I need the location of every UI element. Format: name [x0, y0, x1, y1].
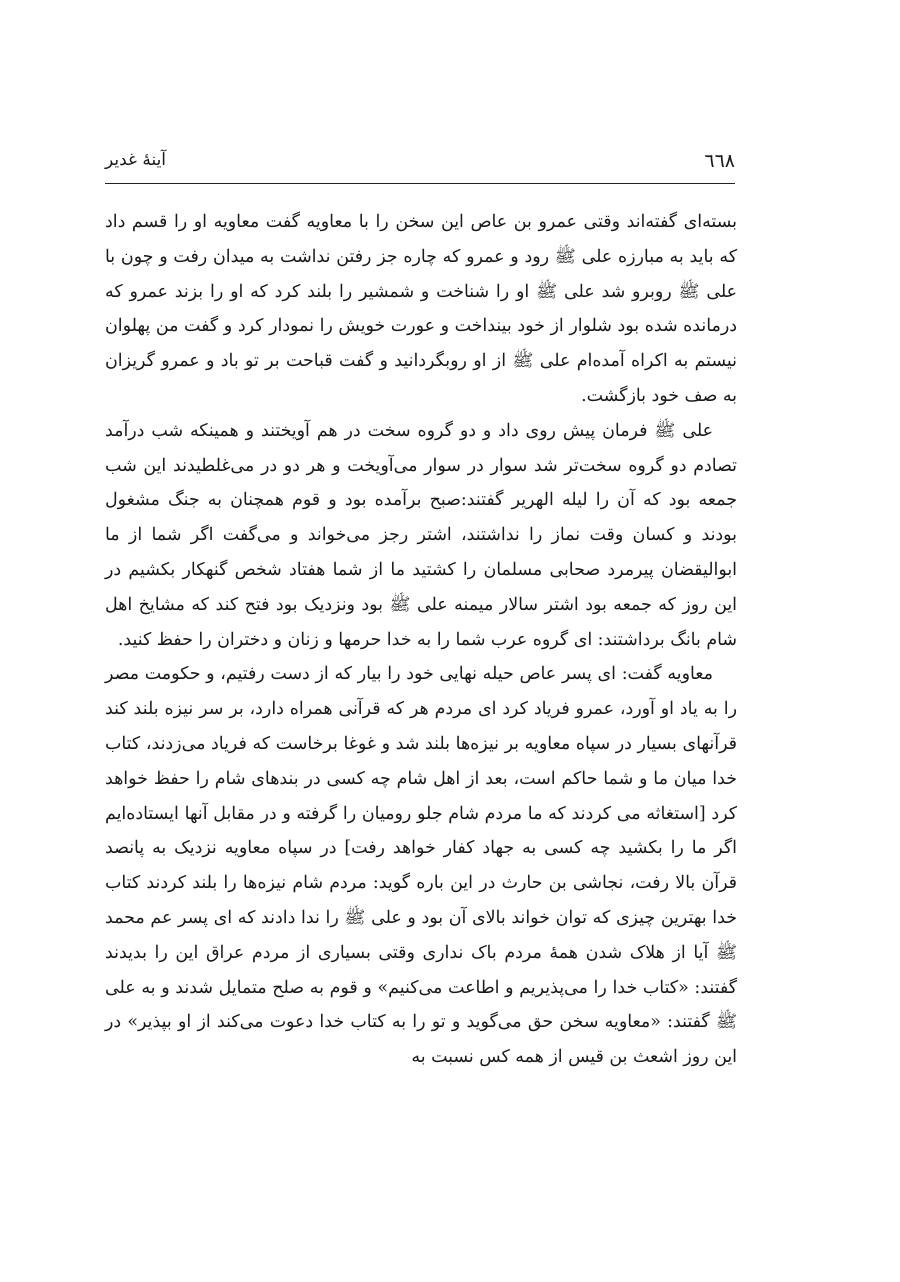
header-rule — [105, 183, 735, 184]
book-title: آینهٔ غدیر — [105, 150, 167, 170]
paragraph-3: معاویه گفت: ای پسر عاص حیله نهایی خود را بیار که از دست رفتیم، و حکومت مصر را به یاد او آورد، عمرو فریاد کرد ای مردم هر که قرآنی همراه دارد، بر سر نیزه بلند کند قرآنهای بسیار در سپاه معاویه بر نیزه‌ها بلند شد و غوغا برخاست که فریاد می‌زدند، کتاب خدا میان ما و شما حاکم است، بعد از اهل شام چه کسی در بندهای شام را حفظ خواهد کرد [استغاثه می کردند که ما مردم شام جلو رومیان را گرفته و در مقابل آنها ایستاده‌ایم اگر ما را بکشید چه کسی به جهاد کفار خواهد رفت] در سپاه معاویه نزدیک به پانصد قرآن بالا رفت، نجاشی بن حارث در این باره گوید: مردم شام نیزه‌ها را بلند کردند کتاب خدا بهترین چیزی که توان خواند بالای آن بود و علی ﷺ را ندا دادند که ای پسر عم محمد ﷺ آیا از هلاک شدن همهٔ مردم باک نداری وقتی بسیاری از مردم عراق این را بدیدند گفتند: «کتاب خدا را می‌پذیریم و اطاعت می‌کنیم» و قوم به صلح متمایل شدند و به علی ﷺ گفتند: «معاویه سخن حق می‌گوید و تو را به کتاب خدا دعوت می‌کند از او بپذیر» در این روز اشعث بن قیس از همه کس نسبت به — [105, 664, 737, 1068]
page-header — [105, 150, 735, 180]
paragraph-1: بسته‌ای گفته‌اند وقتی عمرو بن عاص این سخن را با معاویه گفت معاویه او را قسم داد که باید به مبارزه علی ﷺ رود و عمرو که چاره جز رفتن نداشت به میدان رفت و چون با علی ﷺ روبرو شد علی ﷺ او را شناخت و شمشیر را بلند کرد که او را بزند عمرو که درمانده شده بود شلوار از خود بینداخت و عورت خویش را نمودار کرد و گفت من پهلوان نیستم به اکراه آمده‌ام علی ﷺ از او روبگردانید و گفت قباحت بر تو باد و عمرو گریزان به صف خود بازگشت. — [105, 212, 737, 406]
page-number: ٦٦٨ — [704, 150, 735, 172]
paragraph-2: علی ﷺ فرمان پیش روی داد و دو گروه سخت در هم آویختند و همینکه شب درآمد تصادم دو گروه سخت‌تر شد سوار در سوار می‌آویخت و هر دو در می‌غلطیدند این شب جمعه بود که آن را لیله الهریر گفتند:صبح برآمده بود و قوم همچنان به جنگ مشغول بودند و کسان وقت نماز را نداشتند، اشتر رجز می‌خواند و می‌گفت اگر شما از ما ابوالیقضان پیرمرد صحابی مسلمان را کشتید ما از شما هفتاد شخص گنهکار بکشیم در این روز که جمعه بود اشتر سالار میمنه علی ﷺ بود ونزدیک بود فتح کند که مشایخ اهل شام بانگ برداشتند: ای گروه عرب شما را به خدا حرمها و زنان و دختران را حفظ کنید. — [105, 420, 737, 650]
body-text — [105, 205, 737, 1075]
